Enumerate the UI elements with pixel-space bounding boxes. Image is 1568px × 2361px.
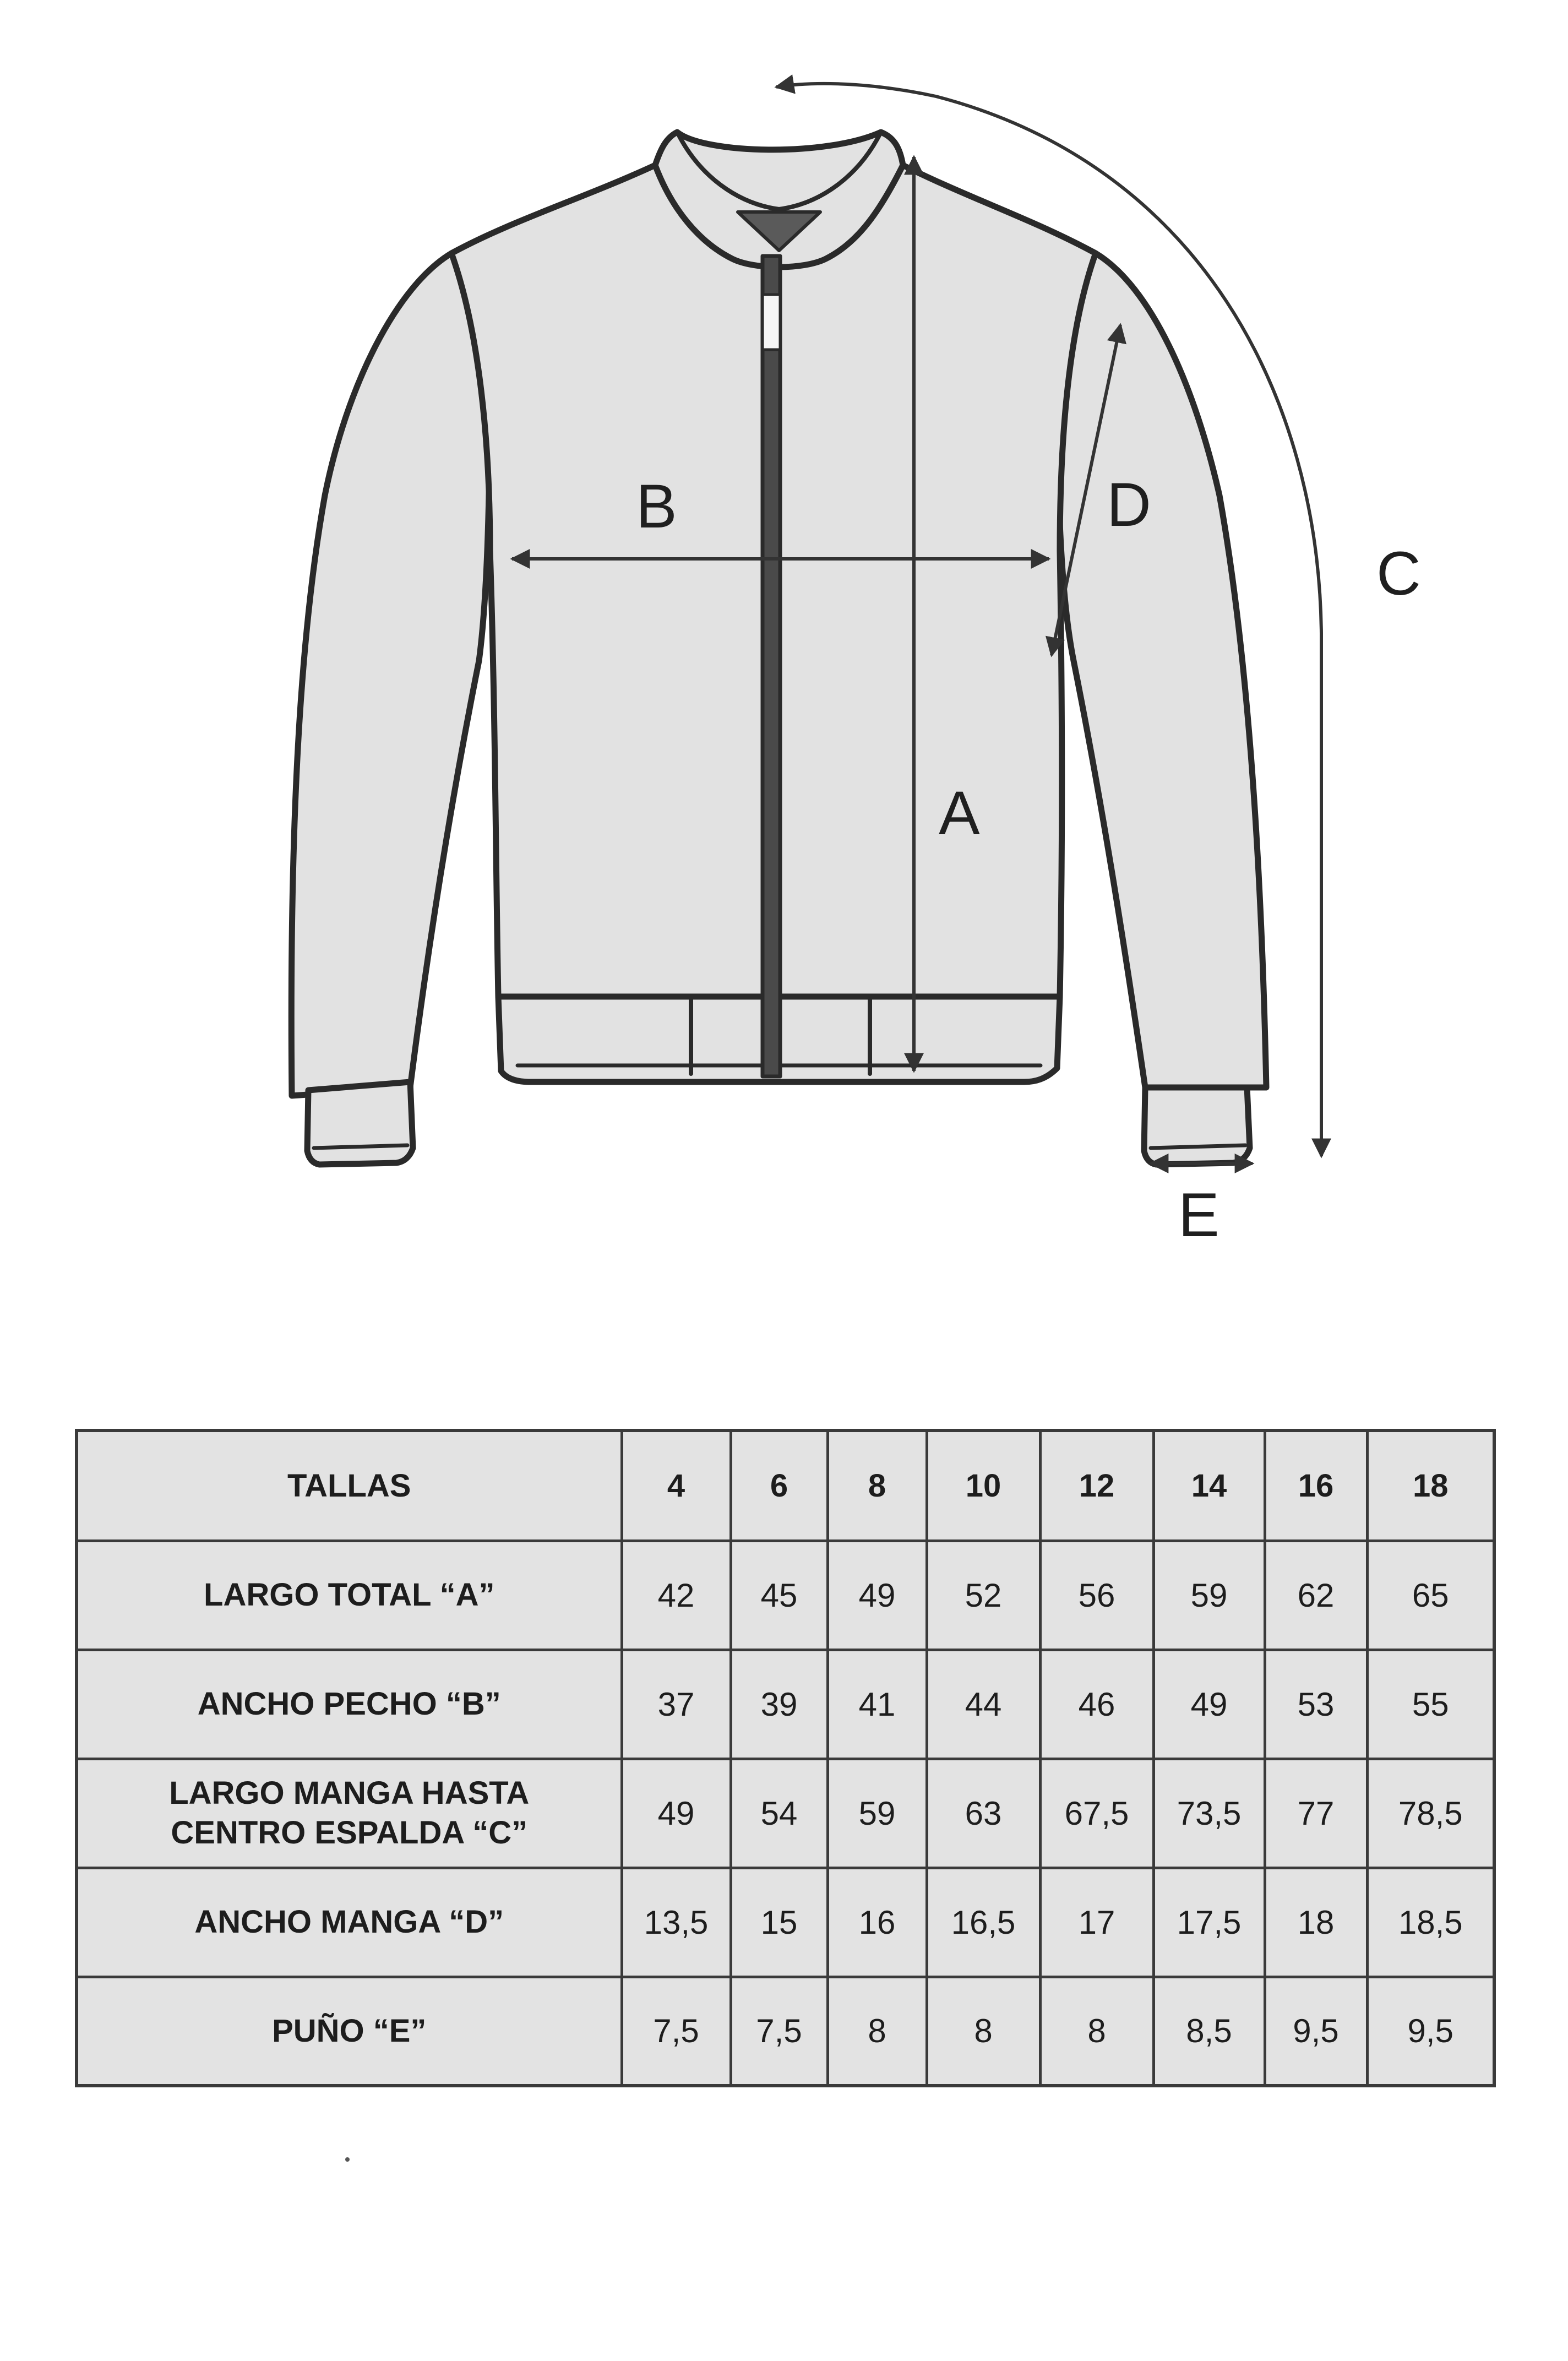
table-cell: 54 xyxy=(731,1759,827,1868)
table-row xyxy=(77,1868,1494,1977)
table-cell: 77 xyxy=(1265,1759,1367,1868)
table-cell: 8,5 xyxy=(1153,1977,1265,2086)
header-size: 14 xyxy=(1153,1430,1265,1541)
label-d: D xyxy=(1107,470,1151,539)
row-label: ANCHO MANGA “D” xyxy=(77,1868,622,1977)
label-a: A xyxy=(939,779,980,847)
size-chart-table xyxy=(75,1429,1496,2087)
table-cell: 9,5 xyxy=(1265,1977,1367,2086)
table-cell: 49 xyxy=(1153,1650,1265,1759)
table-cell: 18 xyxy=(1265,1868,1367,1977)
table-cell: 8 xyxy=(1040,1977,1153,2086)
table-cell: 16,5 xyxy=(927,1868,1040,1977)
table-cell: 49 xyxy=(827,1541,927,1650)
header-size: 18 xyxy=(1367,1430,1494,1541)
table-cell: 59 xyxy=(1153,1541,1265,1650)
row-label: PUÑO “E” xyxy=(77,1977,622,2086)
table-cell: 46 xyxy=(1040,1650,1153,1759)
table-cell: 73,5 xyxy=(1153,1759,1265,1868)
left-cuff xyxy=(307,1082,413,1165)
header-size: 8 xyxy=(827,1430,927,1541)
right-sleeve xyxy=(1057,253,1266,1087)
table-cell: 7,5 xyxy=(622,1977,731,2086)
table-cell: 59 xyxy=(827,1759,927,1868)
table-cell: 37 xyxy=(622,1650,731,1759)
table-cell: 44 xyxy=(927,1650,1040,1759)
table-cell: 42 xyxy=(622,1541,731,1650)
stray-dot xyxy=(345,2157,350,2162)
row-label: LARGO MANGA HASTA CENTRO ESPALDA “C” xyxy=(77,1759,622,1868)
left-sleeve xyxy=(291,253,490,1096)
header-size: 12 xyxy=(1040,1430,1153,1541)
label-b: B xyxy=(636,472,677,541)
zipper xyxy=(763,256,780,1076)
table-cell: 8 xyxy=(927,1977,1040,2086)
table-row xyxy=(77,1541,1494,1650)
table-cell: 45 xyxy=(731,1541,827,1650)
table-cell: 49 xyxy=(622,1759,731,1868)
table-cell: 16 xyxy=(827,1868,927,1977)
jacket-drawing xyxy=(291,132,1266,1165)
table-cell: 53 xyxy=(1265,1650,1367,1759)
table-cell: 67,5 xyxy=(1040,1759,1153,1868)
table-cell: 15 xyxy=(731,1868,827,1977)
header-size: 6 xyxy=(731,1430,827,1541)
row-label: ANCHO PECHO “B” xyxy=(77,1650,622,1759)
table-cell: 56 xyxy=(1040,1541,1153,1650)
table-cell: 65 xyxy=(1367,1541,1494,1650)
table-cell: 39 xyxy=(731,1650,827,1759)
right-cuff xyxy=(1144,1087,1250,1165)
table-cell: 9,5 xyxy=(1367,1977,1494,2086)
table-cell: 8 xyxy=(827,1977,927,2086)
table-cell: 17,5 xyxy=(1153,1868,1265,1977)
table-cell: 63 xyxy=(927,1759,1040,1868)
header-size: 4 xyxy=(622,1430,731,1541)
table-cell: 17 xyxy=(1040,1868,1153,1977)
row-label: LARGO TOTAL “A” xyxy=(77,1541,622,1650)
table-cell: 52 xyxy=(927,1541,1040,1650)
label-c: C xyxy=(1376,539,1421,608)
table-header-row xyxy=(77,1430,1494,1541)
table-row xyxy=(77,1650,1494,1759)
table-cell: 78,5 xyxy=(1367,1759,1494,1868)
table-cell: 41 xyxy=(827,1650,927,1759)
table-cell: 7,5 xyxy=(731,1977,827,2086)
table-row xyxy=(77,1977,1494,2086)
header-tallas: TALLAS xyxy=(77,1430,622,1541)
table-cell: 13,5 xyxy=(622,1868,731,1977)
label-e: E xyxy=(1178,1180,1219,1249)
header-size: 10 xyxy=(927,1430,1040,1541)
table-cell: 62 xyxy=(1265,1541,1367,1650)
table-cell: 18,5 xyxy=(1367,1868,1494,1977)
header-size: 16 xyxy=(1265,1430,1367,1541)
table-cell: 55 xyxy=(1367,1650,1494,1759)
zipper-pull xyxy=(763,295,780,350)
table-row xyxy=(77,1759,1494,1868)
